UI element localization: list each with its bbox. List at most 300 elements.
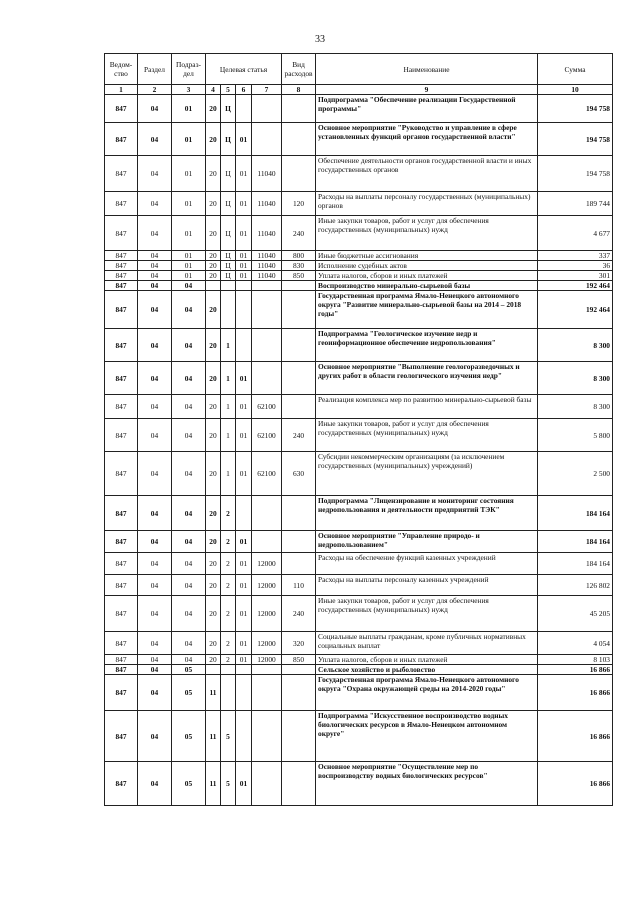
table-header-row bbox=[105, 54, 613, 85]
cell-naimenovanie: Основное мероприятие "Осуществление мер по воспроизводству водных биологических ресурсов" bbox=[316, 762, 538, 806]
table-row bbox=[105, 251, 613, 261]
header-summa: Сумма bbox=[538, 54, 613, 85]
cell-summa: 4 677 bbox=[538, 216, 613, 251]
cell-cs3: 01 bbox=[236, 261, 252, 271]
cell-cs3: 01 bbox=[236, 655, 252, 665]
cell-vedomstvo: 847 bbox=[105, 632, 138, 655]
cell-summa: 184 164 bbox=[538, 531, 613, 553]
cell-razdel: 04 bbox=[138, 711, 172, 762]
cell-razdel: 04 bbox=[138, 261, 172, 271]
cell-cs4: 11040 bbox=[252, 216, 282, 251]
cell-cs3 bbox=[236, 665, 252, 675]
cell-cs4: 11040 bbox=[252, 251, 282, 261]
cell-cs1 bbox=[206, 665, 221, 675]
cell-vid bbox=[282, 531, 316, 553]
cell-razdel: 04 bbox=[138, 675, 172, 711]
cell-podrazdel: 01 bbox=[172, 271, 206, 281]
cell-naimenovanie: Иные закупки товаров, работ и услуг для обеспечения государственных (муниципальных) нужд bbox=[316, 216, 538, 251]
cell-vid: 240 bbox=[282, 216, 316, 251]
cell-summa: 192 464 bbox=[538, 281, 613, 291]
cell-cs1: 20 bbox=[206, 419, 221, 452]
cell-cs1: 20 bbox=[206, 531, 221, 553]
cell-cs4: 12000 bbox=[252, 575, 282, 596]
cell-razdel: 04 bbox=[138, 452, 172, 496]
cell-cs1: 20 bbox=[206, 655, 221, 665]
cell-podrazdel: 01 bbox=[172, 261, 206, 271]
cell-podrazdel: 01 bbox=[172, 192, 206, 216]
cell-cs1: 20 bbox=[206, 329, 221, 362]
column-index-cell: 7 bbox=[252, 85, 282, 95]
table-row bbox=[105, 711, 613, 762]
table-row bbox=[105, 291, 613, 329]
table-row bbox=[105, 95, 613, 123]
table-row bbox=[105, 261, 613, 271]
cell-cs2: Ц bbox=[221, 261, 236, 271]
cell-cs1: 20 bbox=[206, 362, 221, 395]
cell-cs1: 20 bbox=[206, 395, 221, 419]
column-index-cell: 9 bbox=[316, 85, 538, 95]
cell-cs4: 12000 bbox=[252, 632, 282, 655]
cell-naimenovanie: Обеспечение деятельности органов государственной власти и иных государственных органов bbox=[316, 156, 538, 192]
cell-cs2: 2 bbox=[221, 655, 236, 665]
column-index-cell: 2 bbox=[138, 85, 172, 95]
cell-naimenovanie: Государственная программа Ямало-Ненецкого автономного округа "Охрана окружающей среды на 2014-2020 годы" bbox=[316, 675, 538, 711]
header-vedomstvo: Ведом-ство bbox=[105, 54, 138, 85]
cell-cs4 bbox=[252, 665, 282, 675]
table-row bbox=[105, 281, 613, 291]
cell-cs4: 12000 bbox=[252, 553, 282, 575]
table-row bbox=[105, 496, 613, 531]
cell-vid: 120 bbox=[282, 192, 316, 216]
table-row bbox=[105, 192, 613, 216]
cell-cs2: Ц bbox=[221, 251, 236, 261]
cell-naimenovanie: Воспроизводство минерально-сырьевой базы bbox=[316, 281, 538, 291]
table-row bbox=[105, 596, 613, 632]
table-row bbox=[105, 419, 613, 452]
cell-vid: 320 bbox=[282, 632, 316, 655]
cell-podrazdel: 01 bbox=[172, 251, 206, 261]
cell-cs3 bbox=[236, 711, 252, 762]
cell-cs2: 1 bbox=[221, 329, 236, 362]
cell-podrazdel: 04 bbox=[172, 531, 206, 553]
cell-razdel: 04 bbox=[138, 596, 172, 632]
cell-cs1: 20 bbox=[206, 261, 221, 271]
cell-cs4: 62100 bbox=[252, 395, 282, 419]
cell-podrazdel: 04 bbox=[172, 395, 206, 419]
cell-summa: 36 bbox=[538, 261, 613, 271]
cell-cs1: 20 bbox=[206, 156, 221, 192]
cell-summa: 8 300 bbox=[538, 329, 613, 362]
cell-vedomstvo: 847 bbox=[105, 216, 138, 251]
cell-cs4 bbox=[252, 123, 282, 156]
cell-vedomstvo: 847 bbox=[105, 419, 138, 452]
cell-razdel: 04 bbox=[138, 632, 172, 655]
cell-cs1: 20 bbox=[206, 553, 221, 575]
column-index-cell: 8 bbox=[282, 85, 316, 95]
cell-cs3 bbox=[236, 329, 252, 362]
table-row bbox=[105, 665, 613, 675]
table-row bbox=[105, 553, 613, 575]
cell-naimenovanie: Реализация комплекса мер по развитию минерально-сырьевой базы bbox=[316, 395, 538, 419]
cell-cs3: 01 bbox=[236, 156, 252, 192]
cell-cs4: 11040 bbox=[252, 271, 282, 281]
column-index-cell: 4 bbox=[206, 85, 221, 95]
table-row bbox=[105, 123, 613, 156]
table-body bbox=[105, 95, 613, 806]
cell-vedomstvo: 847 bbox=[105, 281, 138, 291]
cell-razdel: 04 bbox=[138, 665, 172, 675]
page-number: 33 bbox=[315, 34, 325, 45]
cell-summa: 2 500 bbox=[538, 452, 613, 496]
cell-cs4: 62100 bbox=[252, 452, 282, 496]
cell-cs1: 11 bbox=[206, 675, 221, 711]
cell-podrazdel: 04 bbox=[172, 575, 206, 596]
cell-cs2: 5 bbox=[221, 762, 236, 806]
cell-cs4 bbox=[252, 95, 282, 123]
cell-cs3: 01 bbox=[236, 575, 252, 596]
cell-vedomstvo: 847 bbox=[105, 329, 138, 362]
cell-cs1: 20 bbox=[206, 251, 221, 261]
cell-vid: 800 bbox=[282, 251, 316, 261]
cell-summa: 301 bbox=[538, 271, 613, 281]
cell-cs2: 2 bbox=[221, 531, 236, 553]
cell-naimenovanie: Иные закупки товаров, работ и услуг для обеспечения государственных (муниципальных) нужд bbox=[316, 596, 538, 632]
cell-cs3: 01 bbox=[236, 123, 252, 156]
cell-cs4 bbox=[252, 762, 282, 806]
cell-cs2: 2 bbox=[221, 553, 236, 575]
cell-vid bbox=[282, 711, 316, 762]
table-row bbox=[105, 452, 613, 496]
cell-cs4 bbox=[252, 281, 282, 291]
cell-razdel: 04 bbox=[138, 655, 172, 665]
table-row bbox=[105, 329, 613, 362]
cell-podrazdel: 05 bbox=[172, 762, 206, 806]
cell-podrazdel: 04 bbox=[172, 596, 206, 632]
cell-naimenovanie: Основное мероприятие "Выполнение геологоразведочных и других работ в области геологического изучения недр" bbox=[316, 362, 538, 395]
cell-cs3: 01 bbox=[236, 452, 252, 496]
table-row bbox=[105, 531, 613, 553]
cell-naimenovanie: Подпрограмма "Лицензирование и мониторинг состояния недропользования и деятельности предприятий ТЭК" bbox=[316, 496, 538, 531]
column-index-cell: 3 bbox=[172, 85, 206, 95]
cell-naimenovanie: Расходы на выплаты персоналу государственных (муниципальных) органов bbox=[316, 192, 538, 216]
cell-vid bbox=[282, 95, 316, 123]
header-podrazdel: Подраз-дел bbox=[172, 54, 206, 85]
cell-cs1: 20 bbox=[206, 596, 221, 632]
cell-summa: 194 758 bbox=[538, 156, 613, 192]
cell-cs2: 1 bbox=[221, 395, 236, 419]
cell-cs3: 01 bbox=[236, 216, 252, 251]
cell-cs2: 2 bbox=[221, 575, 236, 596]
cell-vedomstvo: 847 bbox=[105, 123, 138, 156]
cell-vid bbox=[282, 123, 316, 156]
cell-vedomstvo: 847 bbox=[105, 395, 138, 419]
cell-summa: 16 866 bbox=[538, 675, 613, 711]
cell-vedomstvo: 847 bbox=[105, 711, 138, 762]
cell-razdel: 04 bbox=[138, 575, 172, 596]
cell-vedomstvo: 847 bbox=[105, 553, 138, 575]
cell-podrazdel: 01 bbox=[172, 156, 206, 192]
cell-podrazdel: 05 bbox=[172, 711, 206, 762]
cell-summa: 5 800 bbox=[538, 419, 613, 452]
cell-summa: 16 866 bbox=[538, 762, 613, 806]
cell-podrazdel: 05 bbox=[172, 675, 206, 711]
cell-cs3: 01 bbox=[236, 362, 252, 395]
cell-vedomstvo: 847 bbox=[105, 655, 138, 665]
budget-table bbox=[104, 53, 613, 806]
column-index-cell: 1 bbox=[105, 85, 138, 95]
cell-cs3: 01 bbox=[236, 632, 252, 655]
cell-vid bbox=[282, 762, 316, 806]
cell-cs2: Ц bbox=[221, 216, 236, 251]
cell-naimenovanie: Уплата налогов, сборов и иных платежей bbox=[316, 655, 538, 665]
cell-vedomstvo: 847 bbox=[105, 665, 138, 675]
cell-cs2: 1 bbox=[221, 419, 236, 452]
cell-cs4 bbox=[252, 362, 282, 395]
cell-naimenovanie: Подпрограмма "Обеспечение реализации Государственной программы" bbox=[316, 95, 538, 123]
cell-cs3 bbox=[236, 496, 252, 531]
cell-cs3 bbox=[236, 675, 252, 711]
table-row bbox=[105, 632, 613, 655]
cell-summa: 194 758 bbox=[538, 123, 613, 156]
table-row bbox=[105, 655, 613, 665]
cell-cs3: 01 bbox=[236, 531, 252, 553]
cell-razdel: 04 bbox=[138, 156, 172, 192]
cell-vedomstvo: 847 bbox=[105, 192, 138, 216]
cell-vid bbox=[282, 665, 316, 675]
cell-cs2: Ц bbox=[221, 156, 236, 192]
cell-cs1: 20 bbox=[206, 632, 221, 655]
cell-cs1: 20 bbox=[206, 575, 221, 596]
cell-cs1 bbox=[206, 281, 221, 291]
cell-vid bbox=[282, 496, 316, 531]
cell-vedomstvo: 847 bbox=[105, 271, 138, 281]
cell-razdel: 04 bbox=[138, 395, 172, 419]
cell-razdel: 04 bbox=[138, 362, 172, 395]
cell-naimenovanie: Расходы на выплаты персоналу казенных учреждений bbox=[316, 575, 538, 596]
cell-vid bbox=[282, 362, 316, 395]
cell-cs4: 12000 bbox=[252, 596, 282, 632]
cell-cs3 bbox=[236, 95, 252, 123]
cell-cs2: Ц bbox=[221, 192, 236, 216]
cell-cs3: 01 bbox=[236, 251, 252, 261]
cell-cs2 bbox=[221, 665, 236, 675]
cell-vedomstvo: 847 bbox=[105, 251, 138, 261]
cell-cs3: 01 bbox=[236, 271, 252, 281]
cell-cs2 bbox=[221, 281, 236, 291]
cell-summa: 45 205 bbox=[538, 596, 613, 632]
table-row bbox=[105, 675, 613, 711]
cell-razdel: 04 bbox=[138, 531, 172, 553]
cell-vid bbox=[282, 329, 316, 362]
cell-cs3 bbox=[236, 291, 252, 329]
cell-cs4: 62100 bbox=[252, 419, 282, 452]
cell-naimenovanie: Иные закупки товаров, работ и услуг для обеспечения государственных (муниципальных) нужд bbox=[316, 419, 538, 452]
cell-naimenovanie: Расходы на обеспечение функций казенных учреждений bbox=[316, 553, 538, 575]
cell-cs2: Ц bbox=[221, 95, 236, 123]
cell-cs3: 01 bbox=[236, 419, 252, 452]
cell-summa: 189 744 bbox=[538, 192, 613, 216]
cell-vedomstvo: 847 bbox=[105, 156, 138, 192]
cell-podrazdel: 04 bbox=[172, 452, 206, 496]
cell-naimenovanie: Иные бюджетные ассигнования bbox=[316, 251, 538, 261]
cell-razdel: 04 bbox=[138, 762, 172, 806]
cell-vid: 850 bbox=[282, 271, 316, 281]
header-naimenovanie: Наименование bbox=[316, 54, 538, 85]
column-index-row bbox=[105, 85, 613, 95]
header-razdel: Раздел bbox=[138, 54, 172, 85]
cell-naimenovanie: Подпрограмма "Искусственное воспроизводство водных биологических ресурсов в Ямало-Ненецком автономном округе" bbox=[316, 711, 538, 762]
cell-vid: 110 bbox=[282, 575, 316, 596]
cell-podrazdel: 05 bbox=[172, 665, 206, 675]
cell-razdel: 04 bbox=[138, 216, 172, 251]
cell-cs2: Ц bbox=[221, 123, 236, 156]
cell-vid bbox=[282, 675, 316, 711]
cell-vedomstvo: 847 bbox=[105, 95, 138, 123]
cell-vid: 240 bbox=[282, 596, 316, 632]
cell-vedomstvo: 847 bbox=[105, 362, 138, 395]
cell-cs3: 01 bbox=[236, 553, 252, 575]
cell-cs1: 11 bbox=[206, 762, 221, 806]
cell-summa: 4 054 bbox=[538, 632, 613, 655]
cell-summa: 184 164 bbox=[538, 553, 613, 575]
cell-razdel: 04 bbox=[138, 95, 172, 123]
cell-podrazdel: 01 bbox=[172, 95, 206, 123]
cell-vid: 830 bbox=[282, 261, 316, 271]
cell-razdel: 04 bbox=[138, 553, 172, 575]
cell-cs1: 20 bbox=[206, 291, 221, 329]
cell-cs3: 01 bbox=[236, 192, 252, 216]
cell-summa: 8 103 bbox=[538, 655, 613, 665]
cell-naimenovanie: Сельское хозяйство и рыболовство bbox=[316, 665, 538, 675]
cell-summa: 194 758 bbox=[538, 95, 613, 123]
cell-cs2: 2 bbox=[221, 596, 236, 632]
cell-vedomstvo: 847 bbox=[105, 496, 138, 531]
cell-podrazdel: 04 bbox=[172, 362, 206, 395]
table-row bbox=[105, 216, 613, 251]
cell-vedomstvo: 847 bbox=[105, 291, 138, 329]
cell-podrazdel: 04 bbox=[172, 291, 206, 329]
table-row bbox=[105, 271, 613, 281]
cell-naimenovanie: Субсидии некоммерческим организациям (за исключением государственных (муниципальных) учреждений) bbox=[316, 452, 538, 496]
cell-cs4 bbox=[252, 675, 282, 711]
cell-naimenovanie: Социальные выплаты гражданам, кроме публичных нормативных социальных выплат bbox=[316, 632, 538, 655]
cell-cs1: 20 bbox=[206, 452, 221, 496]
cell-cs4 bbox=[252, 496, 282, 531]
cell-razdel: 04 bbox=[138, 329, 172, 362]
cell-cs2: 5 bbox=[221, 711, 236, 762]
table-row bbox=[105, 395, 613, 419]
cell-razdel: 04 bbox=[138, 496, 172, 531]
cell-cs3: 01 bbox=[236, 596, 252, 632]
cell-cs1: 20 bbox=[206, 95, 221, 123]
cell-vid bbox=[282, 291, 316, 329]
cell-summa: 126 802 bbox=[538, 575, 613, 596]
cell-vid bbox=[282, 281, 316, 291]
header-vid-rashodov: Вид расходов bbox=[282, 54, 316, 85]
cell-vedomstvo: 847 bbox=[105, 596, 138, 632]
cell-podrazdel: 04 bbox=[172, 281, 206, 291]
cell-cs4: 11040 bbox=[252, 192, 282, 216]
cell-cs3 bbox=[236, 281, 252, 291]
cell-podrazdel: 04 bbox=[172, 553, 206, 575]
cell-razdel: 04 bbox=[138, 192, 172, 216]
cell-naimenovanie: Исполнение судебных актов bbox=[316, 261, 538, 271]
table-row bbox=[105, 762, 613, 806]
cell-razdel: 04 bbox=[138, 291, 172, 329]
cell-cs4: 11040 bbox=[252, 156, 282, 192]
cell-cs2: 1 bbox=[221, 362, 236, 395]
header-celevaya-statya: Целевая статья bbox=[206, 54, 282, 85]
cell-cs2 bbox=[221, 291, 236, 329]
cell-podrazdel: 04 bbox=[172, 655, 206, 665]
cell-vedomstvo: 847 bbox=[105, 575, 138, 596]
cell-cs1: 20 bbox=[206, 216, 221, 251]
cell-cs4: 12000 bbox=[252, 655, 282, 665]
cell-cs1: 11 bbox=[206, 711, 221, 762]
cell-cs2: 2 bbox=[221, 632, 236, 655]
cell-cs3: 01 bbox=[236, 395, 252, 419]
cell-cs4 bbox=[252, 711, 282, 762]
cell-podrazdel: 04 bbox=[172, 496, 206, 531]
cell-podrazdel: 04 bbox=[172, 419, 206, 452]
cell-summa: 16 866 bbox=[538, 711, 613, 762]
cell-summa: 337 bbox=[538, 251, 613, 261]
cell-vedomstvo: 847 bbox=[105, 531, 138, 553]
cell-cs4 bbox=[252, 291, 282, 329]
cell-summa: 184 164 bbox=[538, 496, 613, 531]
cell-podrazdel: 01 bbox=[172, 216, 206, 251]
cell-cs4: 11040 bbox=[252, 261, 282, 271]
cell-vedomstvo: 847 bbox=[105, 762, 138, 806]
cell-cs1: 20 bbox=[206, 123, 221, 156]
cell-razdel: 04 bbox=[138, 281, 172, 291]
cell-vid: 240 bbox=[282, 419, 316, 452]
cell-summa: 16 866 bbox=[538, 665, 613, 675]
cell-vedomstvo: 847 bbox=[105, 261, 138, 271]
cell-podrazdel: 04 bbox=[172, 632, 206, 655]
cell-vid bbox=[282, 395, 316, 419]
cell-cs4 bbox=[252, 329, 282, 362]
cell-cs2: 2 bbox=[221, 496, 236, 531]
cell-naimenovanie: Подпрограмма "Геологическое изучение недр и геоинформационное обеспечение недропользования" bbox=[316, 329, 538, 362]
cell-razdel: 04 bbox=[138, 271, 172, 281]
cell-vid: 630 bbox=[282, 452, 316, 496]
cell-summa: 8 300 bbox=[538, 395, 613, 419]
cell-vid bbox=[282, 553, 316, 575]
cell-cs2: 1 bbox=[221, 452, 236, 496]
cell-naimenovanie: Уплата налогов, сборов и иных платежей bbox=[316, 271, 538, 281]
table-row bbox=[105, 575, 613, 596]
cell-naimenovanie: Основное мероприятие "Руководство и управление в сфере установленных функций органов государственной власти" bbox=[316, 123, 538, 156]
cell-cs1: 20 bbox=[206, 192, 221, 216]
cell-cs3: 01 bbox=[236, 762, 252, 806]
cell-naimenovanie: Основное мероприятие "Управление природо- и недропользованием" bbox=[316, 531, 538, 553]
cell-razdel: 04 bbox=[138, 123, 172, 156]
cell-vid bbox=[282, 156, 316, 192]
cell-vid: 850 bbox=[282, 655, 316, 665]
cell-cs2 bbox=[221, 675, 236, 711]
cell-podrazdel: 01 bbox=[172, 123, 206, 156]
table-row bbox=[105, 156, 613, 192]
table-row bbox=[105, 362, 613, 395]
cell-cs4 bbox=[252, 531, 282, 553]
column-index-cell: 5 bbox=[221, 85, 236, 95]
cell-podrazdel: 04 bbox=[172, 329, 206, 362]
cell-naimenovanie: Государственная программа Ямало-Ненецкого автономного округа "Развитие минерально-сырьевой базы на 2014 – 2018 годы" bbox=[316, 291, 538, 329]
cell-vedomstvo: 847 bbox=[105, 452, 138, 496]
cell-razdel: 04 bbox=[138, 251, 172, 261]
cell-cs1: 20 bbox=[206, 496, 221, 531]
